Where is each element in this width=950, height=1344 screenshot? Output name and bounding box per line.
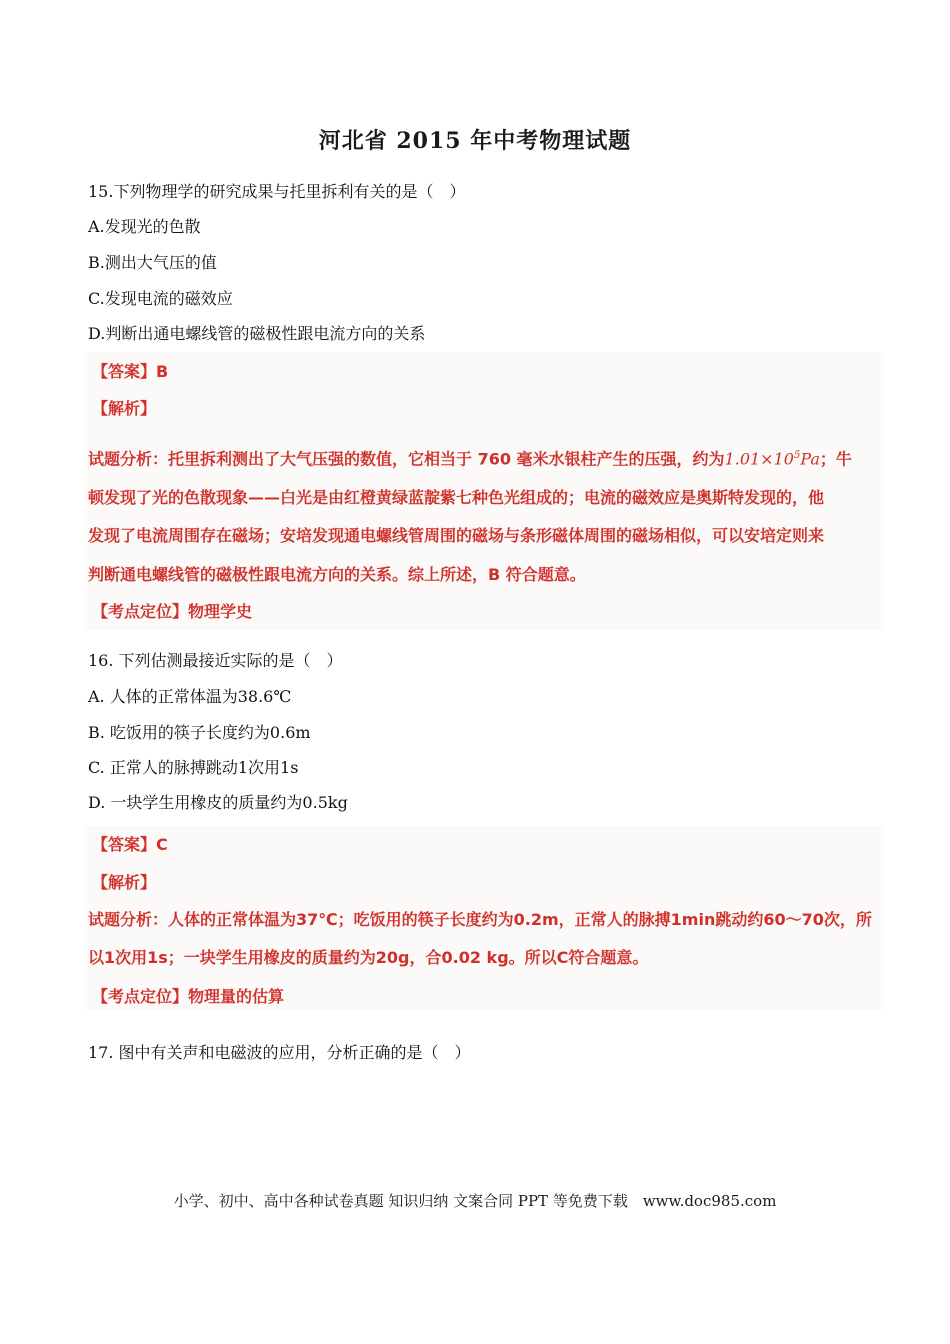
q16-analysis-label: 【解析】	[92, 873, 157, 892]
q15-analysis-exp: 5	[793, 450, 801, 461]
q15-analysis-line-4: 判断通电螺线管的磁极性跟电流方向的关系。综上所述，B 符合题意。	[88, 565, 586, 584]
q15-option-a: A.发现光的色散	[88, 217, 201, 236]
q15-answer: 【答案】B	[92, 362, 169, 381]
q15-analysis-line-2: 顿发现了光的色散现象——白光是由红橙黄绿蓝靛紫七种色光组成的；电流的磁效应是奥斯特发现的，他	[88, 488, 825, 507]
q15-option-d: D.判断出通电螺线管的磁极性跟电流方向的关系	[88, 324, 426, 343]
q15-option-c: C.发现电流的磁效应	[88, 289, 233, 308]
q16-option-b: B. 吃饭用的筷子长度约为0.6m	[88, 723, 311, 742]
q15-analysis-line-3: 发现了电流周围存在磁场；安培发现通电螺线管周围的磁场与条形磁体周围的磁场相似，可以安培定则来	[88, 526, 825, 545]
page-title: 河北省 2015 年中考物理试题	[318, 128, 632, 154]
q15-analysis-line-1	[88, 446, 852, 469]
q15-knowledge-point: 【考点定位】物理学史	[92, 602, 253, 621]
q15-analysis-label: 【解析】	[92, 399, 157, 418]
q16-answer: 【答案】C	[92, 835, 168, 854]
q15-analysis-tail: ；牛	[819, 449, 852, 469]
q16-analysis-line-2: 以1次用1s；一块学生用橡皮的质量约为20g，合0.02 kg。所以C符合题意。	[88, 948, 649, 967]
q15-analysis-unit: Pa	[800, 449, 820, 469]
page-footer: 小学、初中、高中各种试卷真题 知识归纳 文案合同 PPT 等免费下载 www.doc985.com	[173, 1192, 777, 1210]
q16-option-c: C. 正常人的脉搏跳动1次用1s	[88, 758, 299, 777]
q16-analysis-line-1: 试题分析：人体的正常体温为37℃；吃饭用的筷子长度约为0.2m，正常人的脉搏1min跳动约60～70次，所	[88, 910, 872, 929]
q15-analysis-value: 1.01×10	[724, 449, 794, 469]
q17-stem: 17. 图中有关声和电磁波的应用，分析正确的是（ ）	[88, 1043, 471, 1062]
q16-option-d: D. 一块学生用橡皮的质量约为0.5kg	[88, 793, 348, 812]
q15-stem: 15.下列物理学的研究成果与托里拆利有关的是（ ）	[88, 182, 466, 201]
q15-analysis-text-1: 试题分析：托里拆利测出了大气压强的数值，它相当于 760 毫米水银柱产生的压强，约为	[88, 449, 725, 469]
q16-stem: 16. 下列估测最接近实际的是（ ）	[88, 651, 343, 670]
q15-option-b: B.测出大气压的值	[88, 253, 217, 272]
q16-option-a: A. 人体的正常体温为38.6℃	[88, 687, 292, 706]
q16-knowledge-point: 【考点定位】物理量的估算	[92, 987, 285, 1006]
